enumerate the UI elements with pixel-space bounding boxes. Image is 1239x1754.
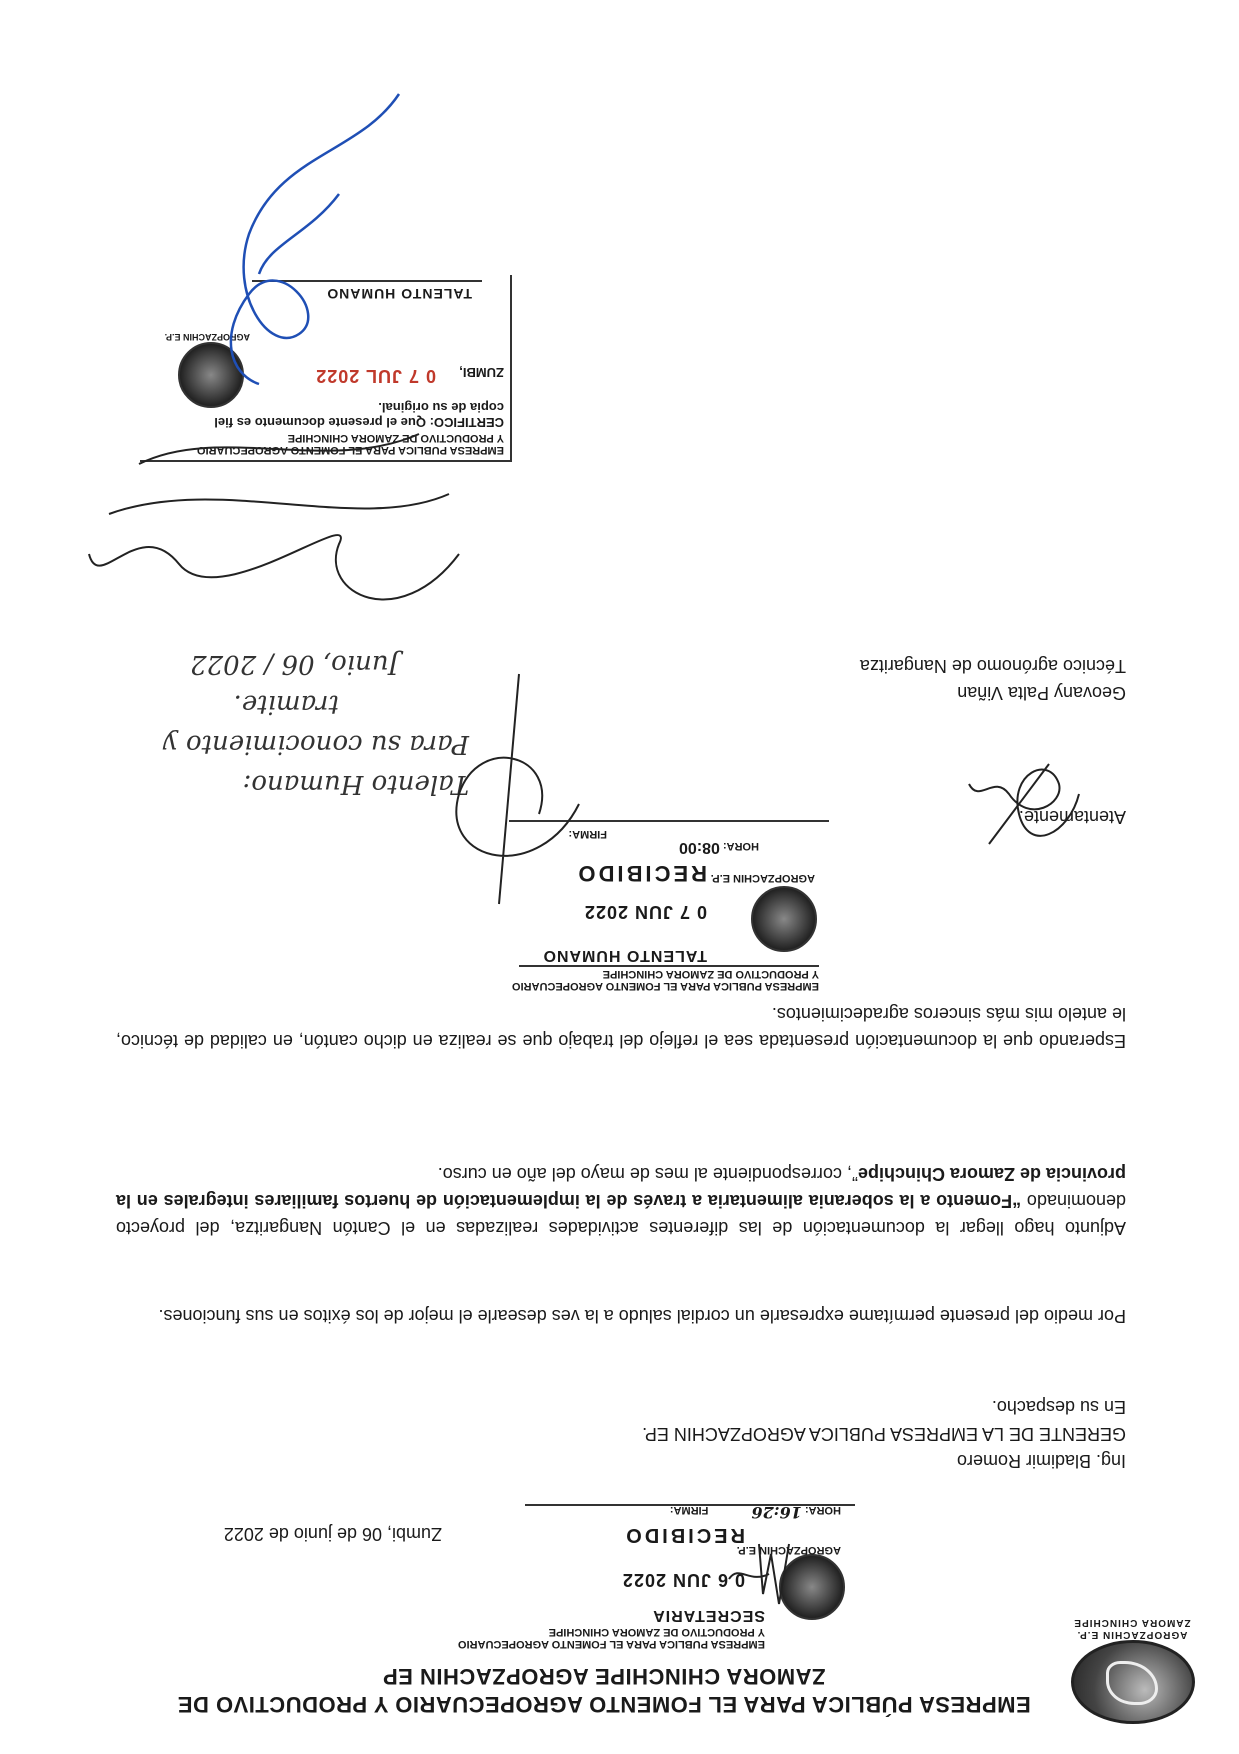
stamp-sign-label: FIRMA: bbox=[568, 828, 607, 840]
handwritten-line-4: Junio, 06 / 2022 bbox=[190, 649, 399, 679]
paragraph-attachment-text-a: Adjunto hago llegar la documentación de las diferentes actividades realizadas en el Cantón Nangaritza, del proyecto denominado bbox=[116, 1191, 1126, 1238]
cert-text-2: copia de su original. bbox=[378, 400, 504, 415]
stamp-time-row bbox=[679, 838, 759, 856]
stamp-brand: AGROPZACHIN E.P. bbox=[736, 1544, 841, 1556]
stamp-org-line-2: Y PRODUCTIVO DE ZAMORA CHINCHIPE bbox=[548, 1626, 765, 1638]
paragraph-closing: Esperando que la documentación presentada sea el reflejo del trabajo que se realiza en dicho cantón, en calidad de técnico, le antelo mis más sinceros agradecimientos. bbox=[116, 1004, 1126, 1051]
logo-emblem-icon bbox=[1071, 1640, 1195, 1724]
stamp-department: SECRETARIA bbox=[652, 1607, 765, 1624]
logo-text-top: AGROPZACHIN E.P. bbox=[1076, 1629, 1188, 1640]
blue-pen-signature-icon bbox=[199, 74, 419, 394]
stamp-org-line-2: Y PRODUCTIVO DE ZAMORA CHINCHIPE bbox=[602, 968, 819, 980]
letterhead-title bbox=[164, 1662, 1044, 1718]
signer-title: Técnico agrónomo de Nangaritza bbox=[859, 656, 1126, 676]
stamp-brand: AGROPZACHIN E.P. bbox=[710, 872, 815, 884]
stamp-org-line-2: Y PRODUCTIVO DE ZAMORA CHINCHIPE bbox=[287, 432, 504, 444]
secretaria-signature-icon bbox=[719, 1534, 799, 1614]
stamp-org-line-1: EMPRESA PUBLICA PARA EL FOMENTO AGROPECUARIO bbox=[196, 444, 504, 456]
stamp-date: 0 6 JUN 2022 bbox=[621, 1570, 745, 1590]
agropzachin-logo bbox=[1069, 1616, 1195, 1724]
cert-date: 0 7 JUL 2022 bbox=[315, 366, 436, 386]
stamp-date: 0 7 JUN 2022 bbox=[583, 902, 707, 922]
cert-text-1: Que el presente documento es fiel bbox=[214, 415, 426, 430]
recipient-place: En su despacho. bbox=[991, 1397, 1126, 1417]
handwritten-line-3: tramite. bbox=[233, 689, 339, 719]
signer-name: Geovany Palta Viñan bbox=[957, 683, 1126, 703]
stamp-sign-label: FIRMA: bbox=[669, 1504, 709, 1516]
stamp-seal-icon bbox=[751, 886, 817, 952]
paragraph-attachment-text-b: ”, correspondiente al mes de mayo del año en curso. bbox=[437, 1164, 858, 1184]
paragraph-attachment bbox=[116, 1160, 1126, 1241]
signoff: Atentamente. bbox=[1018, 807, 1126, 827]
stamp-time-label: HORA: bbox=[804, 1504, 841, 1516]
stamp-status: RECIBIDO bbox=[575, 861, 707, 886]
letterhead-line-2: ZAMORA CHINCHIPE AGROPZACHIN EP bbox=[382, 1664, 826, 1689]
logo-text-bottom: ZAMORA CHINCHIPE bbox=[1073, 1617, 1191, 1628]
signer-signature-icon bbox=[959, 744, 1089, 854]
stamp-time: 16:26 bbox=[751, 1503, 802, 1522]
recipient-title: GERENTE DE LA EMPRESA PUBLICA AGROPZACHIN EP. bbox=[642, 1424, 1126, 1444]
handwritten-line-1: Talento Humano: bbox=[242, 769, 469, 799]
recipient-name: Ing. Bladimir Romero bbox=[956, 1451, 1126, 1471]
project-name: “Fomento a la soberania alimentaria a través de la implementación de huertos familiares integrales en la provincia de Zamora Chinchipe bbox=[116, 1164, 1126, 1211]
paragraph-greeting: Por medio del presente permítame expresarle un cordial saludo a la ves desearle el mejor de los éxitos en sus funciones. bbox=[158, 1306, 1126, 1326]
letterhead-line-1: EMPRESA PÚBLICA PARA EL FOMENTO AGROPECUARIO Y PRODUCTIVO DE bbox=[177, 1692, 1031, 1717]
cert-label: CERTIFICO: bbox=[429, 415, 504, 430]
stamp-divider bbox=[519, 965, 819, 967]
stamp-time-label: HORA: bbox=[722, 840, 759, 852]
letter-date: Zumbi, 06 de junio de 2022 bbox=[223, 1524, 442, 1544]
cert-place: ZUMBI, bbox=[459, 365, 504, 380]
stamp-department: TALENTO HUMANO bbox=[542, 947, 707, 964]
handwritten-line-2: Para su conocimiento y bbox=[162, 729, 469, 759]
received-stamp-secretaria bbox=[457, 1503, 855, 1656]
handwritten-signature-icon bbox=[79, 414, 479, 674]
stamp-org-line-1: EMPRESA PUBLICA PARA EL FOMENTO AGROPECUARIO bbox=[457, 1638, 765, 1650]
stamp-department: TALENTO HUMANO bbox=[326, 286, 472, 302]
stamp-brand: AGROPZACHIN E.P. bbox=[164, 332, 250, 342]
stamp-time: 08:00 bbox=[678, 839, 720, 856]
signer-block bbox=[860, 652, 1126, 706]
stamp-status: RECIBIDO bbox=[623, 1524, 745, 1546]
stamp-org-line-1: EMPRESA PUBLICA PARA EL FOMENTO AGROPECUARIO bbox=[511, 980, 819, 992]
stamp-sign-line bbox=[525, 1504, 855, 1506]
recipient-block bbox=[642, 1393, 1126, 1474]
talento-signature-icon bbox=[379, 664, 599, 924]
